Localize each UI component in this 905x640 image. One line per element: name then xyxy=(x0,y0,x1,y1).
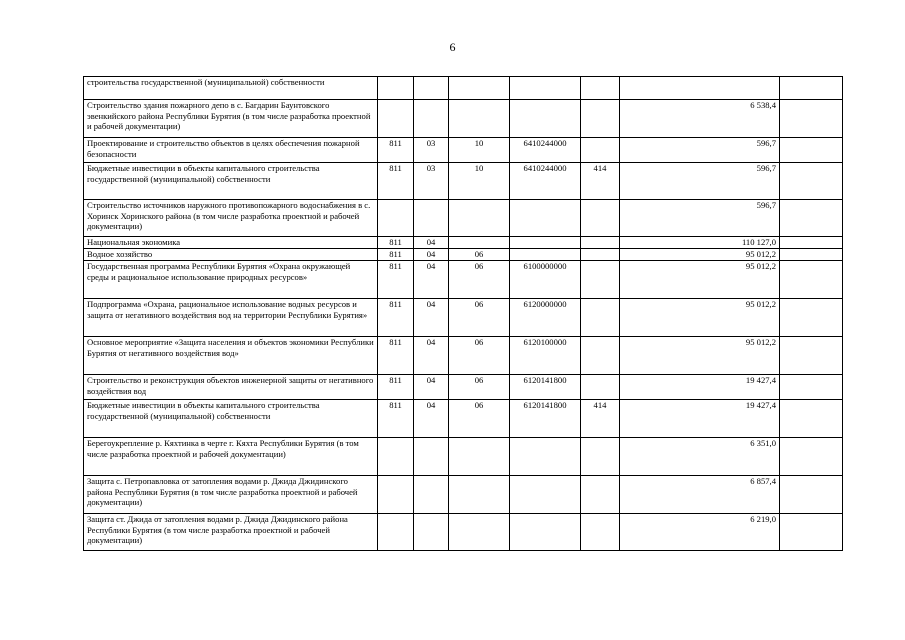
cell-amount xyxy=(620,77,780,100)
cell-extra xyxy=(780,337,843,375)
cell-name: Бюджетные инвестиции в объекты капитального строительства государственной (муниципальной) собственности xyxy=(84,400,378,438)
table-row xyxy=(84,375,843,400)
cell-target-article xyxy=(510,476,581,514)
cell-extra xyxy=(780,237,843,249)
page-number: 6 xyxy=(449,40,456,54)
cell-subsection-code: 06 xyxy=(449,299,510,337)
cell-expense-type xyxy=(581,299,620,337)
budget-table xyxy=(83,76,843,551)
cell-target-article xyxy=(510,200,581,237)
cell-amount: 19 427,4 xyxy=(620,375,780,400)
table-row xyxy=(84,163,843,200)
cell-expense-type xyxy=(581,337,620,375)
cell-name: Проектирование и строительство объектов в целях обеспечения пожарной безопасности xyxy=(84,138,378,163)
cell-ved-code: 811 xyxy=(378,138,414,163)
table-row xyxy=(84,400,843,438)
cell-subsection-code: 10 xyxy=(449,138,510,163)
cell-target-article: 6120141800 xyxy=(510,400,581,438)
table-row xyxy=(84,476,843,514)
cell-section-code xyxy=(414,77,449,100)
cell-section-code xyxy=(414,514,449,551)
table-row xyxy=(84,77,843,100)
cell-name: Защита с. Петропавловка от затопления водами р. Джида Джидинского района Республики Бурятия (в том числе разработка проектной и рабочей документации) xyxy=(84,476,378,514)
cell-target-article xyxy=(510,100,581,138)
cell-target-article xyxy=(510,237,581,249)
cell-section-code: 04 xyxy=(414,237,449,249)
cell-ved-code: 811 xyxy=(378,375,414,400)
cell-expense-type xyxy=(581,249,620,261)
cell-amount: 6 219,0 xyxy=(620,514,780,551)
cell-target-article: 6100000000 xyxy=(510,261,581,299)
cell-expense-type xyxy=(581,438,620,476)
cell-subsection-code xyxy=(449,476,510,514)
cell-extra xyxy=(780,514,843,551)
cell-ved-code: 811 xyxy=(378,337,414,375)
cell-name: Берегоукрепление р. Кяхтинка в черте г. Кяхта Республики Бурятия (в том числе разработка проектной и рабочей документации) xyxy=(84,438,378,476)
cell-name: Подпрограмма «Охрана, рациональное использование водных ресурсов и защита от негативного воздействия вод на территории Республики Бурятия» xyxy=(84,299,378,337)
cell-amount: 596,7 xyxy=(620,200,780,237)
cell-subsection-code: 06 xyxy=(449,375,510,400)
cell-section-code: 04 xyxy=(414,249,449,261)
cell-ved-code: 811 xyxy=(378,299,414,337)
cell-extra xyxy=(780,438,843,476)
cell-target-article xyxy=(510,514,581,551)
cell-extra xyxy=(780,77,843,100)
cell-ved-code xyxy=(378,514,414,551)
cell-section-code: 04 xyxy=(414,299,449,337)
cell-ved-code xyxy=(378,438,414,476)
cell-subsection-code: 06 xyxy=(449,261,510,299)
cell-expense-type xyxy=(581,375,620,400)
table-row xyxy=(84,299,843,337)
cell-ved-code xyxy=(378,100,414,138)
cell-amount: 95 012,2 xyxy=(620,299,780,337)
cell-amount: 6 351,0 xyxy=(620,438,780,476)
cell-name: Бюджетные инвестиции в объекты капитального строительства государственной (муниципальной) собственности xyxy=(84,163,378,200)
cell-section-code: 04 xyxy=(414,400,449,438)
cell-ved-code: 811 xyxy=(378,163,414,200)
cell-extra xyxy=(780,476,843,514)
cell-ved-code: 811 xyxy=(378,400,414,438)
table-row xyxy=(84,514,843,551)
cell-target-article: 6120141800 xyxy=(510,375,581,400)
cell-ved-code xyxy=(378,200,414,237)
cell-expense-type xyxy=(581,100,620,138)
cell-subsection-code: 06 xyxy=(449,249,510,261)
cell-target-article: 6120100000 xyxy=(510,337,581,375)
cell-target-article xyxy=(510,77,581,100)
cell-subsection-code xyxy=(449,200,510,237)
cell-amount: 95 012,2 xyxy=(620,249,780,261)
cell-name: Строительство и реконструкция объектов инженерной защиты от негативного воздействия вод xyxy=(84,375,378,400)
cell-ved-code xyxy=(378,77,414,100)
cell-section-code xyxy=(414,438,449,476)
table-row xyxy=(84,237,843,249)
cell-ved-code xyxy=(378,476,414,514)
cell-amount: 19 427,4 xyxy=(620,400,780,438)
table-row xyxy=(84,138,843,163)
cell-amount: 6 538,4 xyxy=(620,100,780,138)
cell-section-code: 03 xyxy=(414,163,449,200)
cell-name: Водное хозяйство xyxy=(84,249,378,261)
cell-section-code xyxy=(414,200,449,237)
cell-target-article xyxy=(510,249,581,261)
cell-name: Государственная программа Республики Бурятия «Охрана окружающей среды и рациональное использование природных ресурсов» xyxy=(84,261,378,299)
cell-extra xyxy=(780,163,843,200)
cell-target-article xyxy=(510,438,581,476)
table-row xyxy=(84,261,843,299)
cell-extra xyxy=(780,261,843,299)
cell-ved-code: 811 xyxy=(378,261,414,299)
cell-ved-code: 811 xyxy=(378,249,414,261)
cell-extra xyxy=(780,138,843,163)
cell-section-code xyxy=(414,100,449,138)
cell-name: строительства государственной (муниципальной) собственности xyxy=(84,77,378,100)
cell-extra xyxy=(780,100,843,138)
cell-amount: 95 012,2 xyxy=(620,337,780,375)
cell-expense-type xyxy=(581,200,620,237)
cell-section-code xyxy=(414,476,449,514)
cell-section-code: 04 xyxy=(414,337,449,375)
cell-expense-type xyxy=(581,261,620,299)
cell-amount: 596,7 xyxy=(620,138,780,163)
cell-extra xyxy=(780,375,843,400)
cell-amount: 95 012,2 xyxy=(620,261,780,299)
cell-expense-type xyxy=(581,476,620,514)
cell-extra xyxy=(780,400,843,438)
cell-subsection-code xyxy=(449,438,510,476)
cell-section-code: 04 xyxy=(414,375,449,400)
table-body xyxy=(84,77,843,551)
cell-expense-type xyxy=(581,237,620,249)
cell-expense-type: 414 xyxy=(581,400,620,438)
cell-target-article: 6410244000 xyxy=(510,163,581,200)
cell-section-code: 04 xyxy=(414,261,449,299)
cell-amount: 110 127,0 xyxy=(620,237,780,249)
cell-target-article: 6120000000 xyxy=(510,299,581,337)
cell-subsection-code xyxy=(449,237,510,249)
cell-extra xyxy=(780,299,843,337)
cell-name: Национальная экономика xyxy=(84,237,378,249)
table-row xyxy=(84,249,843,261)
table-row xyxy=(84,438,843,476)
cell-amount: 6 857,4 xyxy=(620,476,780,514)
cell-ved-code: 811 xyxy=(378,237,414,249)
cell-subsection-code xyxy=(449,514,510,551)
cell-name: Защита ст. Джида от затопления водами р. Джида Джидинского района Республики Бурятия (в том числе разработка проектной и рабочей документации) xyxy=(84,514,378,551)
cell-extra xyxy=(780,249,843,261)
cell-name: Строительство источников наружного противопожарного водоснабжения в с. Хоринск Хоринского района (в том числе разработка проектной и рабочей документации) xyxy=(84,200,378,237)
cell-section-code: 03 xyxy=(414,138,449,163)
cell-expense-type: 414 xyxy=(581,163,620,200)
cell-expense-type xyxy=(581,514,620,551)
cell-name: Основное мероприятие «Защита населения и объектов экономики Республики Бурятия от негативного воздействия вод» xyxy=(84,337,378,375)
table-row xyxy=(84,337,843,375)
cell-expense-type xyxy=(581,138,620,163)
cell-subsection-code xyxy=(449,100,510,138)
cell-subsection-code xyxy=(449,77,510,100)
cell-subsection-code: 06 xyxy=(449,400,510,438)
cell-subsection-code: 10 xyxy=(449,163,510,200)
cell-target-article: 6410244000 xyxy=(510,138,581,163)
cell-extra xyxy=(780,200,843,237)
cell-name: Строительство здания пожарного депо в с. Багдарин Баунтовского эвенкийского района Республики Бурятия (в том числе разработка проектной и рабочей документации) xyxy=(84,100,378,138)
cell-amount: 596,7 xyxy=(620,163,780,200)
table-row xyxy=(84,200,843,237)
cell-subsection-code: 06 xyxy=(449,337,510,375)
cell-expense-type xyxy=(581,77,620,100)
table-row xyxy=(84,100,843,138)
